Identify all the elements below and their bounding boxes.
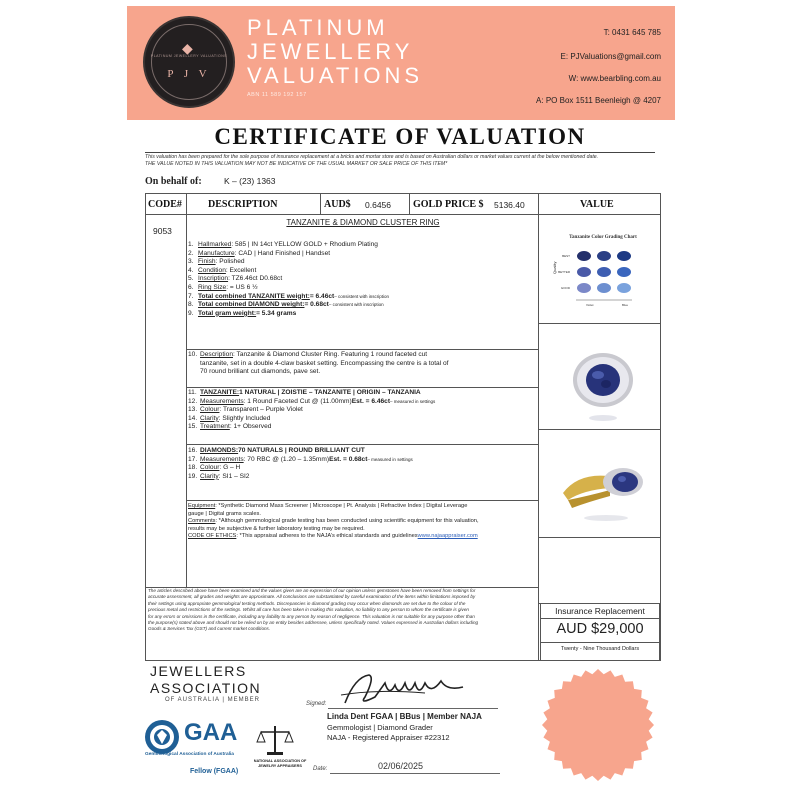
on-behalf-value: K – (23) 1363 [224, 176, 276, 186]
value-header: VALUE [580, 199, 614, 210]
insurance-value-words: Twenty - Nine Thousand Dollars [560, 646, 640, 652]
aud-rate-label: AUD$ [324, 199, 351, 210]
aud-rate-value: 0.6456 [365, 200, 391, 210]
gold-price-label: GOLD PRICE $ [413, 199, 484, 210]
logo-arc-text: PLATINUM JEWELLERY VALUATIONS [150, 54, 228, 58]
ring-top-photo [548, 336, 658, 426]
code-header: CODE# [148, 199, 182, 210]
ja-logo-line-2: ASSOCIATION [150, 680, 262, 696]
tanzanite-grading-chart [548, 226, 658, 316]
gold-price-value: 5136.40 [494, 200, 525, 210]
ring-side-photo [548, 438, 658, 530]
item-details: 1. Hallmarked : 585 | IN 14ct YELLOW GOLD + Rhodium Plating 2. Manufacture : CAD | Hand Finished | Handset 3. Finish : Polished 4. Condition : Excellent 5. Inscription : TZ6.46ct D0.68ct 6. Ring Size : = US 6 ½ 7. Total combined TANZANITE weight: = 6.46ct – consistent with inscription 8. Total combined DIAMOND weight: = 0.68ct – consistent with inscription 9. Total gram weight: = 5.34 grams [188, 241, 390, 317]
gaa-logo-text: GAA [184, 719, 238, 746]
grade-better: BETTER [558, 270, 570, 274]
signer-title-1: Gemmologist | Diamond Grader [327, 723, 433, 732]
item-description: 10. Description : Tanzanite & Diamond Cluster Ring. Featuring 1 round faceted cut tanzanite, set in a double 4-claw basket setting. Encompassing the centre is a total of 70 round brilliant cut diamonds, pave set. [188, 351, 449, 376]
ja-logo-line-1: JEWELLERS [150, 663, 247, 679]
legal-fine-print: The articles described above have been examined and the values given are an expression of our opinion unless gemstones have been removed from settings for accurate assessment, all grades and weights are approximate. All conclusions are substantiated by careful examination of the items within limitations imposed by their settings using appropriate gemmological testing methods. Discrepancies in diamond grading may occur when diamonds are set due to the colour of the precious metal and restrictions of the settings. Whilst all care has been taken in making this valuation, no liability to any person to whom the certificate is given for any errors or omissions in the certificate, including any liability to any person by reason of negligence. This valuation is not suitable for any purpose other than the purpose(s) stated above and should not be relied on by an entity besides addressee, unless specifically noted. Values expressed in Australian dollars including Goods & Services Tax (GST) and current market conditions. [148, 588, 479, 632]
diamond-details: 16. DIAMONDS: 70 NATURALS | ROUND BRILLIANT CUT 17. Measurements : 70 RBC @ (1.20 – 1.35mm) Est. = 0.68ct – measured in settings 18. Colour : G – H 19. Clarity : SI1 – SI2 [188, 447, 413, 480]
valuation-disclaimer [145, 154, 665, 167]
brand-line-3: VALUATIONS [247, 63, 424, 88]
embossed-seal [540, 667, 656, 783]
brand-line-2: JEWELLERY [247, 39, 414, 64]
gaa-seal-icon [143, 718, 181, 756]
logo-letters: P J V [167, 68, 211, 80]
signer-name: Linda Dent FGAA | BBus | Member NAJA [327, 712, 482, 721]
item-title: TANZANITE & DIAMOND CLUSTER RING [286, 218, 440, 227]
axis-violet: Violet [586, 303, 594, 307]
brand-line-1: PLATINUM [247, 15, 389, 40]
contact-email: E: PJValuations@gmail.com [560, 52, 661, 61]
disclaimer-line-1: This valuation has been prepared for the sole purpose of insurance replacement at a bricks and mortar store and is based on Australian dollars or market values current at the below mentioned date. [145, 154, 599, 160]
insurance-label: Insurance Replacement [555, 606, 645, 616]
insurance-value: AUD $29,000 [556, 621, 644, 637]
valuation-date: 02/06/2025 [378, 761, 424, 771]
signer-title-2: NAJA - Registered Appraiser #22312 [327, 733, 450, 742]
quality-axis: Quality [552, 261, 557, 274]
pjv-logo [143, 16, 235, 108]
item-code: 9053 [153, 226, 172, 236]
disclaimer-line-2: THE VALUE NOTED IN THIS VALUATION MAY NOT BE INDICATIVE OF THE USUAL MARKET OR SALE PRICE OF THIS ITEM* [145, 160, 448, 167]
chart-title: Tanzanite Color Grading Chart [569, 235, 637, 240]
gaa-full-name: Gemmological Association of Australia [145, 752, 234, 757]
brand-name [247, 16, 423, 88]
handwritten-signature [335, 667, 475, 709]
abn-number: ABN 11 589 192 157 [247, 92, 307, 98]
contact-address: A: PO Box 1511 Beenleigh @ 4207 [536, 96, 661, 105]
naja-link[interactable]: www.najaappraiser.com [417, 533, 478, 540]
scales-icon [255, 722, 295, 758]
contact-website: W: www.bearbling.com.au [568, 74, 661, 83]
signed-label: Signed: [306, 701, 327, 707]
grade-best: BEST [562, 254, 570, 258]
title-divider [145, 152, 655, 153]
testing-notes: Equipment : *Synthetic Diamond Mass Screener | Microscope | Pt. Analysis | Refractive Index | Digital Leverage gauge | Digital grams scales. Comments : *Although gemmological grade testing has been conducted using scientific equipment for this valuation, results may be subjective & further laboratory testing may be required. CODE OF ETHICS : *This appraisal adheres to the NAJA’s ethical standards and guidelines www.najaappraiser.com [188, 503, 479, 540]
tanzanite-details: 11. TANZANITE: 1 NATURAL | ZOISTIE – TANZANITE | ORIGIN – TANZANIA 12. Measurements : 1 Round Faceted Cut @ (11.00mm) Est. = 6.46ct – measured in settings 13. Colour : Transparent – Purple Violet 14. Clarity : Slightly Included 15. Treatment : 1+ Observed [188, 389, 436, 431]
axis-blue: Blue [622, 303, 629, 307]
certificate-title: CERTIFICATE OF VALUATION [214, 124, 586, 149]
date-label: Date: [313, 766, 328, 772]
grade-swatches [577, 251, 631, 293]
on-behalf-label: On behalf of: [145, 176, 202, 187]
description-header: DESCRIPTION [208, 199, 278, 210]
naja-logo-text: NATIONAL ASSOCIATION OF JEWELRY APPRAISERS [253, 759, 307, 768]
grade-good: GOOD [560, 286, 570, 290]
fellow-credential: Fellow (FGAA) [190, 768, 239, 775]
diamond-icon: ◆ [182, 40, 193, 56]
ja-logo-line-3: OF AUSTRALIA | MEMBER [165, 697, 260, 703]
letterhead-banner [127, 6, 675, 120]
contact-phone: T: 0431 645 785 [603, 28, 661, 37]
